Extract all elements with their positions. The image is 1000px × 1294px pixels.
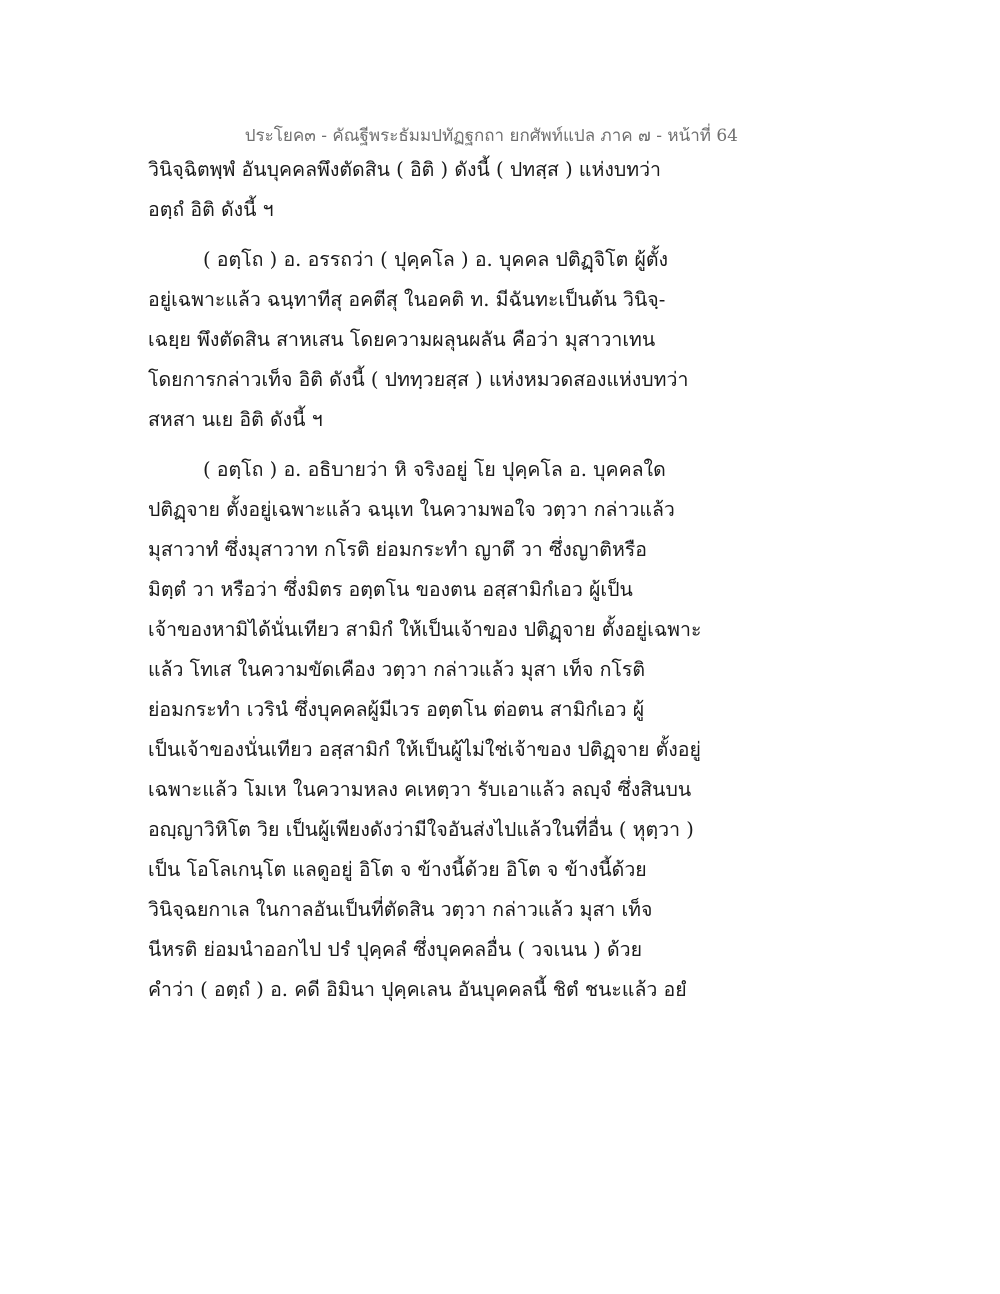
text-line: เจ้าของหามิได้นั่นเทียว สามิกํ ให้เป็นเจ้าของ ปติฏฺจาย ตั้งอยู่เฉพาะ xyxy=(148,618,702,641)
document-body xyxy=(148,150,853,1010)
text-line: เฉพาะแล้ว โมเห ในความหลง คเหตฺวา รับเอาแล้ว ลญฺจํ ซึ่งสินบน xyxy=(148,778,692,801)
text-line: นีหรติ ย่อมนำออกไป ปรํ ปุคฺคลํ ซึ่งบุคคลอื่น ( วจเนน ) ด้วย xyxy=(148,938,643,961)
paragraph-start-line: ( อตฺโถ ) อ. อรรถว่า ( ปุคฺคโล ) อ. บุคคล ปติฏฺจิโต ผู้ตั้ง xyxy=(203,248,669,271)
paragraph-start-line: ( อตฺโถ ) อ. อธิบายว่า หิ จริงอยู่ โย ปุคฺคโล อ. บุคคลใด xyxy=(203,458,666,481)
text-line: เป็น โอโลเกนฺโต แลดูอยู่ อิโต จ ข้างนี้ด้วย อิโต จ ข้างนี้ด้วย xyxy=(148,858,647,881)
text-line: วินิจฺฉยกาเล ในกาลอันเป็นที่ตัดสิน วตฺวา กล่าวแล้ว มุสา เท็จ xyxy=(148,898,653,921)
text-line: โดยการกล่าวเท็จ อิติ ดังนี้ ( ปททฺวยสฺส ) แห่งหมวดสองแห่งบทว่า xyxy=(148,368,689,391)
text-line: มุสาวาทํ ซึ่งมุสาวาท กโรติ ย่อมกระทำ ญาตึ วา ซึ่งญาติหรือ xyxy=(148,538,647,561)
text-line: ปติฏฺจาย ตั้งอยู่เฉพาะแล้ว ฉนฺเท ในความพอใจ วตฺวา กล่าวแล้ว xyxy=(148,498,675,521)
text-line: สหสา นเย อิติ ดังนี้ ฯ xyxy=(148,408,323,431)
text-line: คำว่า ( อตฺถํ ) อ. คดี อิมินา ปุคฺคเลน อันบุคคลนี้ ชิตํ ชนะแล้ว อยํ xyxy=(148,978,687,1001)
text-line: อยู่เฉพาะแล้ว ฉนฺทาทีสุ อคตีสุ ในอคติ ท. มีฉันทะเป็นต้น วินิจฺ- xyxy=(148,288,666,311)
page-header: ประโยค๓ - คัณฐีพระธัมมปทัฏฐกถา ยกศัพท์แปล ภาค ๗ - หน้าที่ 64 xyxy=(244,126,738,146)
text-line: เป็นเจ้าของนั่นเทียว อสฺสามิกํ ให้เป็นผู้ไม่ใช่เจ้าของ ปติฏฺจาย ตั้งอยู่ xyxy=(148,738,701,761)
text-line: ย่อมกระทำ เวรินํ ซึ่งบุคคลผู้มีเวร อตฺตโน ต่อตน สามิกํเอว ผู้ xyxy=(148,698,645,721)
text-line: แล้ว โทเส ในความขัดเคือง วตฺวา กล่าวแล้ว มุสา เท็จ กโรติ xyxy=(148,658,646,681)
text-line: มิตฺตํ วา หรือว่า ซึ่งมิตร อตฺตโน ของตน อสฺสามิกํเอว ผู้เป็น xyxy=(148,578,633,601)
text-line: อตฺถํ อิติ ดังนี้ ฯ xyxy=(148,198,274,221)
text-line: เฉยฺย พึงตัดสิน สาหเสน โดยความผลุนผลัน คือว่า มุสาวาเทน xyxy=(148,328,656,351)
text-line: อญฺญาวิหิโต วิย เป็นผู้เพียงดังว่ามีใจอันส่งไปแล้วในที่อื่น ( หุตฺวา ) xyxy=(148,818,694,841)
text-line: วินิจฺฉิตพฺพํ อันบุคคลพึงตัดสิน ( อิติ ) ดังนี้ ( ปทสฺส ) แห่งบทว่า xyxy=(148,158,661,181)
